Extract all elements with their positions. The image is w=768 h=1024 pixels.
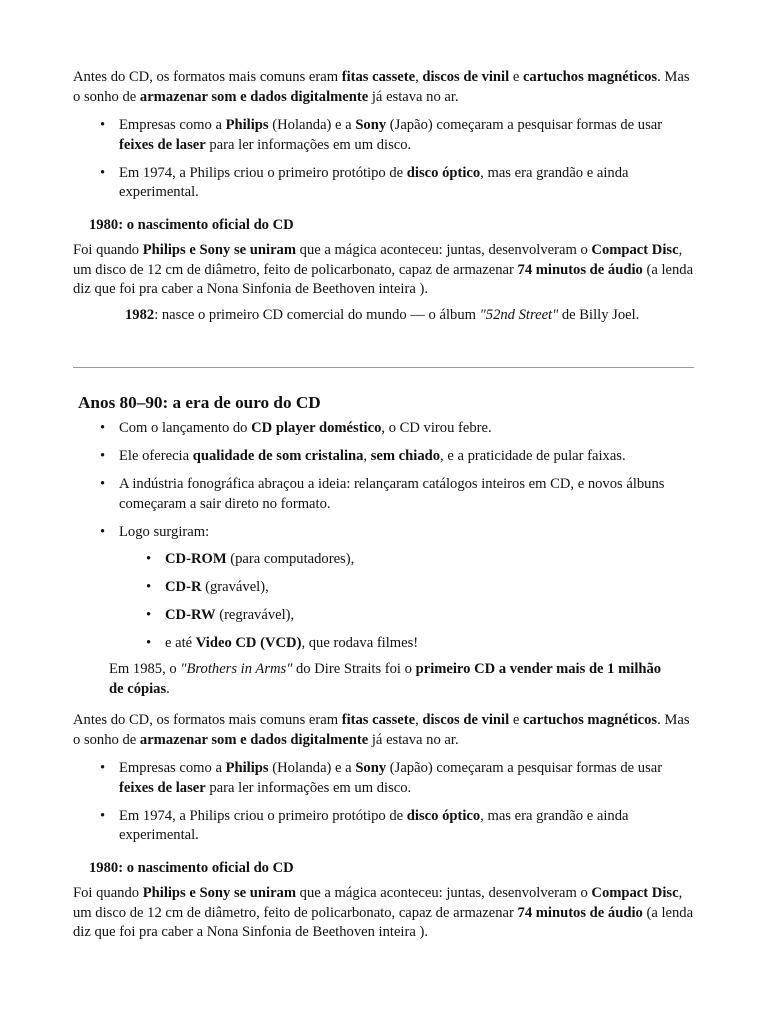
section-title: Anos 80–90: a era de ouro do CD [78, 393, 321, 412]
quote-1985: Em 1985, o "Brothers in Arms" do Dire Straits foi o primeiro CD a vender mais de 1 milhão de cópias. [109, 661, 662, 697]
list-item: • Ele oferecia qualidade de som cristalina, sem chiado, e a praticidade de pular faixas. [73, 447, 695, 467]
list-item: • Em 1974, a Philips criou o primeiro protótipo de disco óptico, mas era grandão e ainda experimental. [73, 807, 695, 846]
birth-paragraph: Foi quando Philips e Sony se uniram que a mágica aconteceu: juntas, desenvolveram o Compact Disc, um disco de 12 cm de diâmetro, feito de policarbonato, capaz de armazenar 74 minutos de áudio (a lenda diz que foi pra caber a Nona Sinfonia de Beethoven inteira ). [73, 242, 694, 297]
list-item: • A indústria fonográfica abraçou a ideia: relançaram catálogos inteiros em CD, e novos álbuns começaram a sair direto no formato. [73, 475, 695, 514]
quote-1982: 1982: nasce o primeiro CD comercial do mundo — o álbum "52nd Street" de Billy Joel. [125, 307, 640, 323]
list-item: • e até Video CD (VCD), que rodava filmes! [119, 634, 695, 654]
golden-age-list [73, 419, 695, 662]
origins-bullet-list-repeat [73, 759, 695, 854]
list-item: • CD-ROM (para computadores), [119, 550, 695, 570]
origins-intro-paragraph: Antes do CD, os formatos mais comuns eram fitas cassete, discos de vinil e cartuchos magnéticos. Mas o sonho de armazenar som e dados digitalmente já estava no ar. [73, 69, 690, 105]
birth-paragraph-repeat: Foi quando Philips e Sony se uniram que a mágica aconteceu: juntas, desenvolveram o Compact Disc, um disco de 12 cm de diâmetro, feito de policarbonato, capaz de armazenar 74 minutos de áudio (a lenda diz que foi pra caber a Nona Sinfonia de Beethoven inteira ). [73, 885, 694, 940]
list-item: • Logo surgiram: • CD-ROM (para computadores), • CD-R (gravável), • CD-RW (regravável), • e até Video CD (VCD), que rodava filmes! [73, 523, 695, 654]
formats-sublist [119, 550, 695, 654]
list-item: • CD-R (gravável), [119, 578, 695, 598]
origins-intro-paragraph-repeat: Antes do CD, os formatos mais comuns eram fitas cassete, discos de vinil e cartuchos magnéticos. Mas o sonho de armazenar som e dados digitalmente já estava no ar. [73, 712, 690, 748]
heading-1980: 1980: o nascimento oficial do CD [89, 217, 294, 233]
heading-1980-repeat: 1980: o nascimento oficial do CD [89, 860, 294, 876]
list-item: • Empresas como a Philips (Holanda) e a Sony (Japão) começaram a pesquisar formas de usar feixes de laser para ler informações em um disco. [73, 759, 695, 798]
list-item: • CD-RW (regravável), [119, 606, 695, 626]
list-item: • Em 1974, a Philips criou o primeiro protótipo de disco óptico, mas era grandão e ainda experimental. [73, 164, 695, 203]
list-item: • Empresas como a Philips (Holanda) e a Sony (Japão) começaram a pesquisar formas de usar feixes de laser para ler informações em um disco. [73, 116, 695, 155]
section-divider [73, 367, 694, 368]
list-item: • Com o lançamento do CD player doméstico, o CD virou febre. [73, 419, 695, 439]
origins-bullet-list [73, 116, 695, 211]
